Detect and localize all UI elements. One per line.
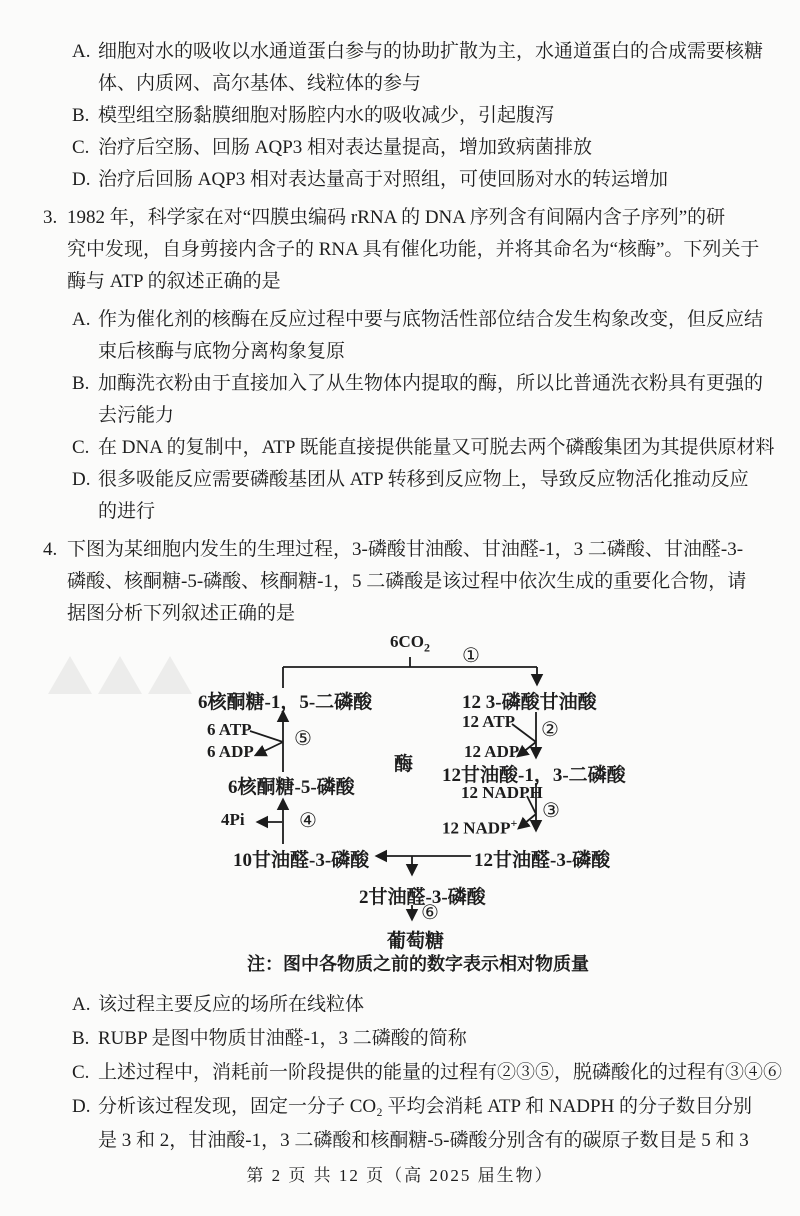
question-3-stem-line3 [0, 266, 800, 298]
step-6-circle: ⑥ [421, 902, 439, 924]
step-5-circle: ⑤ [294, 728, 312, 750]
node-g3p-2: 2甘油醛-3-磷酸 [359, 887, 486, 908]
question-3-stem-line1 [0, 202, 800, 234]
question-4-stem-line1 [0, 534, 800, 566]
q3-option-b-line2 [0, 400, 800, 432]
pi-label: 4Pi [221, 810, 245, 829]
option-text: 模型组空肠黏膜细胞对肠腔内水的吸收减少，引起腹泻 [98, 105, 555, 126]
question-text: 1982 年，科学家在对“四膜虫编码 rRNA 的 DNA 序列含有间隔内含子序列”的研 [67, 207, 726, 228]
step-4-circle: ④ [299, 810, 317, 832]
question-text: 下图为某细胞内发生的生理过程，3-磷酸甘油酸、甘油醛-1，3 二磷酸、甘油醛-3- [67, 539, 744, 560]
option-label: D. [72, 469, 91, 490]
step-1-circle: ① [462, 645, 480, 667]
option-text: 作为催化剂的核酶在反应过程中要与底物活性部位结合发生构象改变，但反应结 [98, 309, 764, 330]
option-text: 束后核酶与底物分离构象复原 [98, 341, 346, 362]
question-text: 磷酸、核酮糖-5-磷酸、核酮糖-1，5 二磷酸是该过程中依次生成的重要化合物，请 [67, 571, 747, 592]
option-label: B. [72, 373, 90, 394]
page-footer: 第 2 页 共 12 页（高 2025 届生物） [246, 1166, 554, 1185]
q4-option-d-line2 [0, 1124, 800, 1158]
q4-option-c [0, 1056, 800, 1090]
adp-left-label: 6 ADP [207, 742, 254, 761]
question-number: 3. [43, 207, 58, 228]
node-g3p-12: 12甘油醛-3-磷酸 [474, 850, 611, 871]
question-text: 酶与 ATP 的叙述正确的是 [67, 271, 281, 292]
node-pga: 12 3-磷酸甘油酸 [462, 692, 597, 713]
nadp-base: 12 NADP [442, 818, 511, 838]
node-rubp: 6核酮糖-1，5-二磷酸 [198, 692, 373, 713]
co2-label [390, 632, 430, 655]
adp-right-label: 12 ADP [464, 742, 520, 761]
nadp-label [442, 816, 517, 839]
option-text: 该过程主要反应的场所在线粒体 [98, 994, 365, 1015]
q3-option-d-line2 [0, 496, 800, 528]
option-text: 在 DNA 的复制中，ATP 既能直接提供能量又可脱去两个磷酸集团为其提供原材料 [98, 437, 775, 458]
option-label: B. [72, 105, 90, 126]
atp-right-label: 12 ATP [462, 712, 516, 731]
q4-option-a [0, 988, 800, 1022]
q4-option-d-line1 [0, 1090, 800, 1124]
step-2-circle: ② [541, 719, 559, 741]
option-label: C. [72, 1062, 90, 1083]
q2-option-d [0, 164, 800, 196]
step-3-circle: ③ [542, 800, 560, 822]
option-text: 去污能力 [98, 405, 175, 426]
q3-option-a-line1 [0, 304, 800, 336]
co2-subscript: 2 [424, 640, 430, 655]
node-g3p-10: 10甘油醛-3-磷酸 [233, 850, 370, 871]
nadph-label: 12 NADPH [461, 783, 543, 802]
atp-left-label: 6 ATP [207, 720, 252, 739]
option-text: 分析该过程发现，固定一分子 CO₂ 平均会消耗 ATP 和 NADPH 的分子数目分别 [98, 1096, 753, 1117]
question-3-stem-line2 [0, 234, 800, 266]
option-label: D. [72, 169, 91, 190]
q2-option-a-line1 [0, 36, 800, 68]
option-text: 加酶洗衣粉由于直接加入了从生物体内提取的酶，所以比普通洗衣粉具有更强的 [98, 373, 764, 394]
option-label: C. [72, 137, 90, 158]
question-text: 据图分析下列叙述正确的是 [67, 603, 296, 624]
q3-option-d-line1 [0, 464, 800, 496]
option-text: 细胞对水的吸收以水通道蛋白参与的协助扩散为主，水通道蛋白的合成需要核糖 [98, 41, 764, 62]
question-4-stem-line2 [0, 566, 800, 598]
option-label: A. [72, 41, 91, 62]
node-glucose: 葡萄糖 [387, 931, 445, 952]
q3-option-a-line2 [0, 336, 800, 368]
calvin-cycle-diagram [0, 630, 800, 978]
node-bpg: 12甘油酸-1，3-二磷酸 [442, 765, 626, 786]
q3-option-c [0, 432, 800, 464]
option-label: D. [72, 1096, 91, 1117]
option-label: A. [72, 994, 91, 1015]
question-4-stem-line3 [0, 598, 800, 630]
option-text: 治疗后回肠 AQP3 相对表达量高于对照组，可使回肠对水的转运增加 [98, 169, 669, 190]
co2-base: 6CO [390, 632, 424, 651]
option-text: 体、内质网、高尔基体、线粒体的参与 [98, 73, 422, 94]
option-text: 治疗后空肠、回肠 AQP3 相对表达量提高，增加致病菌排放 [98, 137, 593, 158]
option-label: C. [72, 437, 90, 458]
enzyme-label: 酶 [394, 754, 414, 775]
q4-option-b [0, 1022, 800, 1056]
option-text: 上述过程中，消耗前一阶段提供的能量的过程有②③⑤，脱磷酸化的过程有③④⑥ [98, 1062, 783, 1083]
question-text: 究中发现，自身剪接内含子的 RNA 具有催化功能，并将其命名为“核酶”。下列关于 [67, 239, 760, 260]
option-text: 的进行 [98, 501, 156, 522]
q2-option-b [0, 100, 800, 132]
node-r5p: 6核酮糖-5-磷酸 [228, 777, 355, 798]
option-label: A. [72, 309, 91, 330]
question-number: 4. [43, 539, 58, 560]
option-text: RUBP 是图中物质甘油醛-1，3 二磷酸的简称 [98, 1028, 467, 1049]
nadp-superscript: + [510, 816, 518, 830]
q3-option-b-line1 [0, 368, 800, 400]
q2-option-a-line2 [0, 68, 800, 100]
diagram-note: 注：图中各物质之前的数字表示相对物质量 [247, 954, 589, 974]
option-text: 很多吸能反应需要磷酸基团从 ATP 转移到反应物上，导致反应物活化推动反应 [98, 469, 749, 490]
q2-option-c [0, 132, 800, 164]
option-text: 是 3 和 2，甘油酸-1，3 二磷酸和核酮糖-5-磷酸分别含有的碳原子数目是 5 和 3 [98, 1130, 749, 1151]
option-label: B. [72, 1028, 90, 1049]
